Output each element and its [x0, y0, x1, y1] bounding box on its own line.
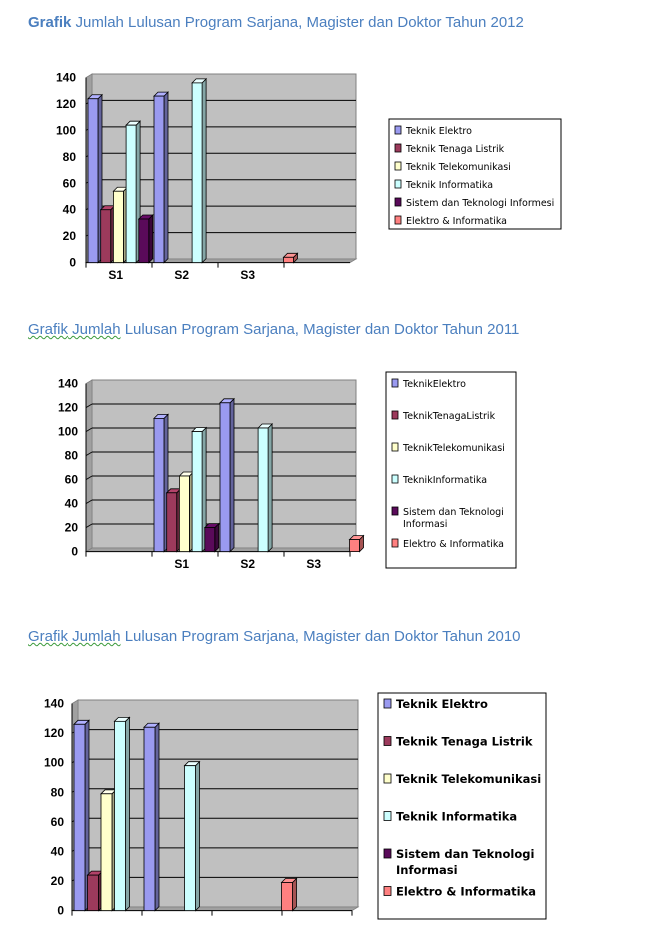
bar [101, 206, 115, 263]
bar-front [113, 191, 123, 262]
y-tick-label: 80 [50, 785, 64, 800]
legend-label: Elektro & Informatika [396, 884, 536, 899]
legend-swatch [395, 198, 401, 206]
legend-label: Teknik Informatika [396, 809, 518, 824]
legend-swatch [395, 216, 401, 224]
bar [167, 489, 181, 552]
legend-label: Teknik Informatika [406, 180, 494, 191]
chart-title-bold: Grafik [28, 628, 69, 645]
bar-side [293, 879, 297, 911]
bar [205, 524, 219, 552]
bar-front [282, 883, 293, 911]
y-tick-label: 60 [64, 472, 78, 487]
bar [115, 717, 130, 910]
bar-side [149, 215, 153, 263]
y-tick-label: 40 [50, 844, 64, 859]
y-tick-label: 100 [55, 123, 76, 138]
legend-swatch [384, 774, 391, 783]
bar [179, 472, 193, 552]
legend-label-line: Informasi [396, 863, 458, 877]
chart-title-mid: Jumlah [68, 628, 121, 645]
bar [350, 536, 364, 552]
bar-front [205, 528, 215, 552]
legend-label-line: Sistem dan Teknologi [403, 507, 504, 518]
y-tick-label: 0 [69, 255, 76, 270]
chart-title-rest: Lulusan Program Sarjana, Magister dan Doktor Tahun 2011 [120, 321, 520, 338]
legend-swatch [395, 180, 401, 188]
legend-swatch [395, 126, 401, 134]
bar [282, 879, 297, 911]
bar [88, 871, 103, 910]
bar [192, 428, 206, 552]
bar [154, 92, 168, 263]
chart-title-rest: Jumlah Lulusan Program Sarjana, Magister dan Doktor Tahun 2012 [71, 14, 524, 31]
y-tick-label: 80 [62, 149, 76, 164]
y-tick-label: 20 [62, 229, 76, 244]
legend-label-line: Informasi [403, 519, 448, 530]
bar-front [139, 219, 149, 263]
legend-swatch [384, 812, 391, 821]
y-tick-label: 60 [62, 176, 76, 191]
y-tick-label: 0 [57, 903, 64, 918]
bar-front [220, 403, 230, 552]
y-tick-label: 140 [57, 376, 78, 391]
bar [139, 215, 153, 263]
bar-front [101, 210, 111, 263]
x-tick-label: S1 [108, 268, 124, 282]
bar [284, 253, 298, 262]
y-tick-label: 60 [50, 814, 64, 829]
bar [185, 762, 200, 911]
bar-side [230, 399, 234, 552]
bar-side [126, 717, 130, 910]
bar-front [154, 418, 164, 551]
bar-front [192, 432, 202, 552]
legend-label: TeknikTelekomunikasi [403, 443, 505, 454]
legend-label: Teknik Elektro [396, 697, 488, 711]
chart-title-bold: Grafik [28, 321, 69, 338]
bar-side [196, 762, 200, 911]
legend-label: Sistem dan Teknologi Informesi [406, 198, 555, 209]
bar-front [88, 875, 99, 910]
y-tick-label: 120 [55, 97, 76, 112]
bar-front [126, 125, 136, 262]
bar-front [284, 257, 294, 262]
legend-swatch [392, 539, 398, 547]
x-tick-label: S1 [174, 557, 190, 571]
legend-swatch [384, 737, 391, 746]
legend-swatch [392, 507, 398, 515]
bar [113, 187, 127, 262]
chart-title [28, 628, 521, 645]
y-tick-label: 80 [64, 448, 78, 463]
bar-chart-2011 [0, 370, 662, 600]
bar-front [88, 99, 98, 263]
legend-swatch [395, 162, 401, 170]
bar-front [350, 540, 360, 552]
legend-label-line: Sistem dan Teknologi [396, 847, 535, 861]
bar-front [154, 96, 164, 263]
legend-label: Teknik Telekomunikasi [396, 772, 542, 786]
x-tick-label: S3 [240, 268, 256, 282]
chart-title [28, 14, 524, 31]
bar-front [179, 476, 189, 552]
legend-swatch [392, 411, 398, 419]
bar-front [185, 766, 196, 911]
bar-front [167, 493, 177, 552]
bar-front [115, 721, 126, 910]
legend-swatch [392, 443, 398, 451]
bar [126, 121, 140, 262]
bar-front [192, 83, 202, 263]
bar-front [144, 727, 155, 910]
y-tick-label: 20 [64, 520, 78, 535]
x-tick-label: S3 [306, 557, 322, 571]
bar-front [74, 724, 85, 910]
bar [192, 79, 206, 263]
chart-title-mid: Jumlah [68, 321, 121, 338]
bar-side [215, 524, 219, 552]
y-tick-label: 120 [43, 726, 64, 741]
bar-side [268, 424, 272, 552]
legend-label: Teknik Tenaga Listrik [396, 734, 533, 749]
legend-swatch [395, 144, 401, 152]
y-tick-label: 100 [43, 755, 64, 770]
bar-side [202, 79, 206, 263]
bar [101, 790, 116, 911]
legend-label: TeknikElektro [403, 379, 466, 390]
y-tick-label: 40 [64, 496, 78, 511]
legend-swatch [384, 849, 391, 858]
legend-swatch [392, 475, 398, 483]
bar [258, 424, 272, 552]
bar [144, 723, 159, 910]
x-tick-label: S2 [240, 557, 256, 571]
legend-label: TeknikInformatika [403, 475, 488, 486]
y-tick-label: 140 [55, 70, 76, 85]
y-tick-label: 100 [57, 424, 78, 439]
bar-front [101, 794, 112, 911]
legend-label: Teknik Elektro [406, 126, 472, 137]
legend-label: Elektro & Informatika [403, 539, 504, 550]
bar [74, 720, 89, 910]
bar [154, 414, 168, 551]
bar [220, 399, 234, 552]
chart-title [28, 321, 519, 338]
legend-swatch [384, 699, 391, 708]
legend-label: Teknik Telekomunikasi [406, 162, 511, 173]
y-tick-label: 20 [50, 874, 64, 889]
legend-swatch [392, 379, 398, 387]
x-tick-label: S2 [174, 268, 190, 282]
y-tick-label: 40 [62, 202, 76, 217]
bar-front [258, 428, 268, 552]
bar-chart-2010 [0, 688, 662, 928]
y-tick-label: 140 [43, 696, 64, 711]
bar [88, 95, 102, 263]
bar-side [164, 92, 168, 263]
chart-title-bold: Grafik [28, 14, 72, 31]
y-tick-label: 120 [57, 400, 78, 415]
bar-side [155, 723, 159, 910]
legend-label: Teknik Tenaga Listrik [406, 144, 505, 155]
y-tick-label: 0 [71, 544, 78, 559]
chart-title-rest: Lulusan Program Sarjana, Magister dan Doktor Tahun 2010 [120, 628, 521, 645]
legend-swatch [384, 887, 391, 896]
legend-label: TeknikTenagaListrik [403, 411, 496, 422]
legend-label: Elektro & Informatika [406, 216, 507, 227]
bar-chart-2012 [0, 62, 662, 352]
